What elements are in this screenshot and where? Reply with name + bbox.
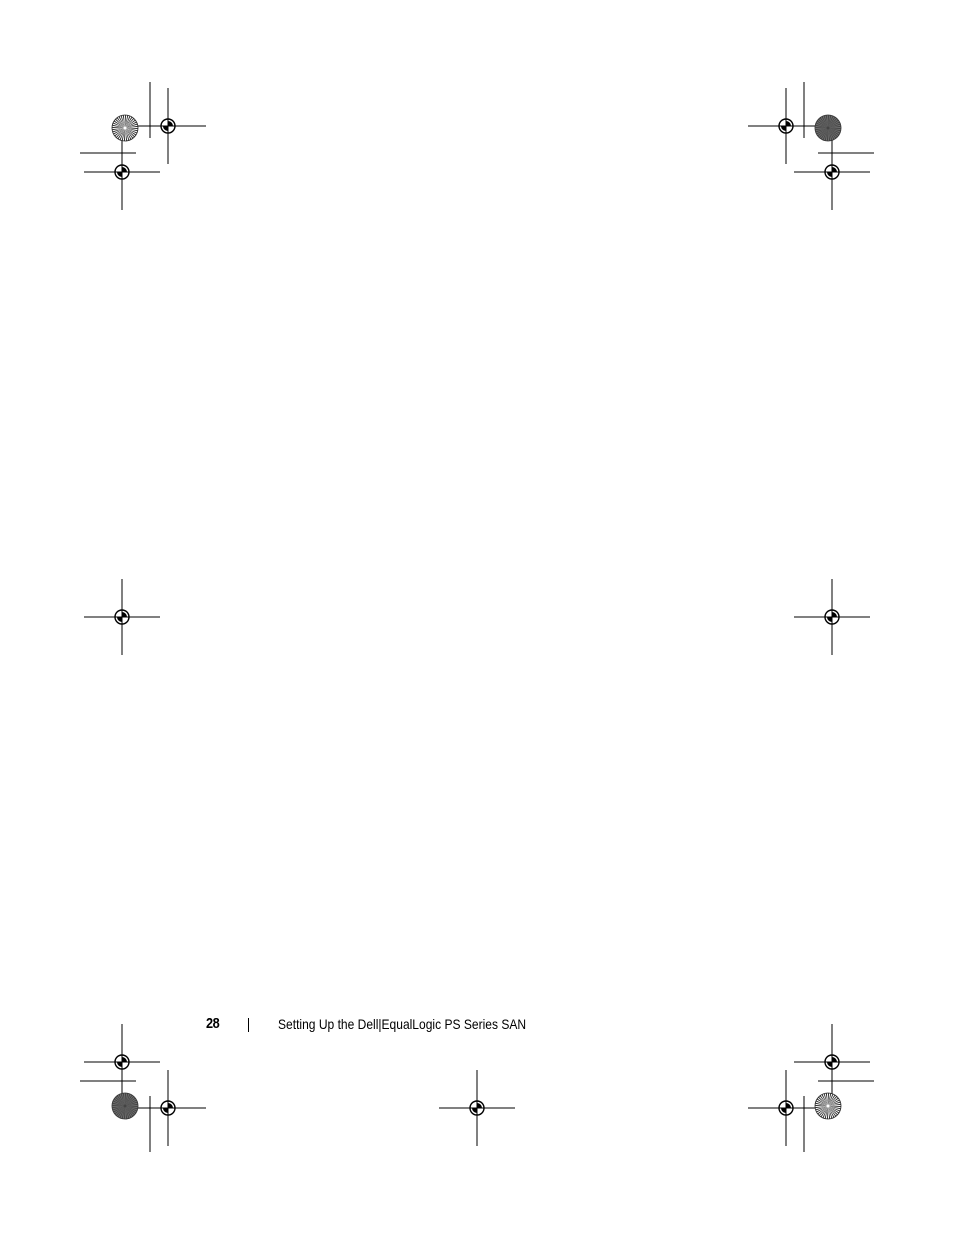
registration-target-icon <box>794 579 870 655</box>
starburst-icon <box>112 1093 138 1119</box>
registration-target-icon <box>130 1070 206 1146</box>
crop-mark-icon-top-left <box>80 82 150 153</box>
registration-target-icon <box>748 88 824 164</box>
crop-mark-icon-top-right <box>804 82 874 153</box>
page-number: 28 <box>206 1015 220 1032</box>
starburst-icon <box>815 115 841 141</box>
registration-target-icon <box>130 88 206 164</box>
footer-title: Setting Up the Dell|EqualLogic PS Series SAN <box>278 1016 527 1032</box>
crop-mark-icon-bottom-left <box>80 1081 150 1152</box>
registration-target-icon <box>439 1070 515 1146</box>
registration-target-icon <box>748 1070 824 1146</box>
crop-mark-icon-bottom-right <box>804 1081 874 1152</box>
registration-target-icon <box>84 134 160 210</box>
footer-separator <box>248 1018 249 1032</box>
starburst-icon <box>815 1093 841 1119</box>
registration-target-icon <box>794 134 870 210</box>
starburst-icon <box>112 115 138 141</box>
page-footer <box>0 1012 954 1036</box>
registration-target-icon <box>84 579 160 655</box>
